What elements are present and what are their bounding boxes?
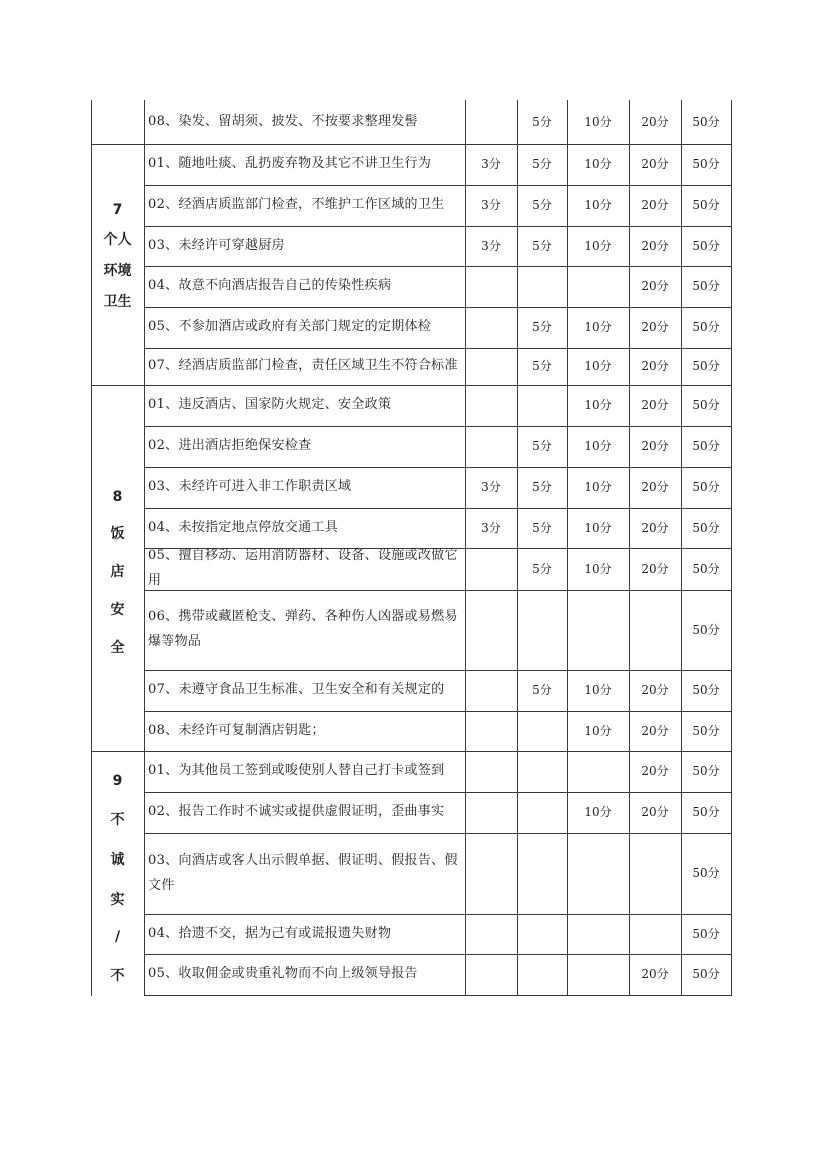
points-cell: 20分 xyxy=(641,561,669,576)
points-cell xyxy=(465,348,517,385)
points-cell: 10分 xyxy=(584,198,612,213)
points-cell: 50分 xyxy=(692,238,720,253)
rule-text: 04、故意不向酒店报告自己的传染性疾病 xyxy=(148,278,392,294)
points-cell: 5分 xyxy=(532,157,552,172)
points-cell xyxy=(465,266,517,307)
points-cell: 5分 xyxy=(532,439,552,454)
rule-text: 01、为其他员工签到或唆使别人替自己打卡或签到 xyxy=(148,763,445,779)
rule-text: 05、收取佣金或贵重礼物而不向上级领导报告 xyxy=(148,966,418,982)
points-cell: 5分 xyxy=(532,198,552,213)
points-cell: 50分 xyxy=(692,198,720,213)
category-char: 不 xyxy=(110,812,125,828)
points-cell: 20分 xyxy=(641,520,669,535)
category-char: 诚 xyxy=(110,852,125,868)
points-cell: 20分 xyxy=(641,764,669,779)
penalty-table xyxy=(91,100,731,995)
points-cell: 5分 xyxy=(532,561,552,576)
category-char: 店 xyxy=(110,564,125,580)
category-char: / xyxy=(114,929,121,945)
rule-text: 03、未经许可穿越厨房 xyxy=(148,237,285,253)
points-cell xyxy=(465,426,517,467)
points-cell xyxy=(629,914,681,954)
points-cell: 50分 xyxy=(692,398,720,413)
points-cell: 50分 xyxy=(692,114,720,129)
points-cell: 3分 xyxy=(481,238,501,253)
points-cell xyxy=(567,954,629,995)
points-cell xyxy=(567,590,629,670)
points-cell: 50分 xyxy=(692,520,720,535)
points-cell xyxy=(465,914,517,954)
category-char: 个人 xyxy=(103,232,132,248)
points-cell: 3分 xyxy=(481,157,501,172)
points-cell xyxy=(567,266,629,307)
points-cell: 5分 xyxy=(532,480,552,495)
category-char: 卫生 xyxy=(103,294,132,310)
points-cell: 20分 xyxy=(641,683,669,698)
category-label xyxy=(91,489,144,657)
rule-text: 01、违反酒店、国家防火规定、安全政策 xyxy=(148,397,392,413)
points-cell: 10分 xyxy=(584,238,612,253)
points-cell: 10分 xyxy=(584,359,612,374)
points-cell: 10分 xyxy=(584,320,612,335)
points-cell: 50分 xyxy=(692,439,720,454)
rule-text: 04、未按指定地点停放交通工具 xyxy=(148,519,339,535)
points-cell: 20分 xyxy=(641,238,669,253)
points-cell xyxy=(465,792,517,833)
category-label xyxy=(91,773,144,985)
points-cell: 50分 xyxy=(692,622,720,637)
points-cell: 50分 xyxy=(692,764,720,779)
category-char: 实 xyxy=(110,892,125,908)
points-cell: 50分 xyxy=(692,805,720,820)
points-cell: 20分 xyxy=(641,398,669,413)
points-cell: 50分 xyxy=(692,157,720,172)
points-cell: 10分 xyxy=(584,480,612,495)
points-cell xyxy=(517,914,567,954)
rule-text: 03、向酒店或客人出示假单据、假证明、假报告、假文件 xyxy=(148,852,458,893)
points-cell: 20分 xyxy=(641,480,669,495)
points-cell xyxy=(517,385,567,426)
category-char: 8 xyxy=(112,489,123,505)
points-cell xyxy=(465,751,517,792)
points-cell xyxy=(629,590,681,670)
points-cell xyxy=(517,833,567,914)
points-cell xyxy=(465,100,517,144)
points-cell xyxy=(465,711,517,751)
points-cell xyxy=(465,307,517,348)
points-cell: 50分 xyxy=(692,480,720,495)
points-cell xyxy=(465,670,517,711)
rule-text: 01、随地吐痰、乱扔废弃物及其它不讲卫生行为 xyxy=(148,156,432,172)
points-cell: 10分 xyxy=(584,561,612,576)
category-char: 环境 xyxy=(103,263,132,279)
points-cell: 50分 xyxy=(692,359,720,374)
points-cell: 3分 xyxy=(481,520,501,535)
points-cell xyxy=(567,751,629,792)
rule-text: 07、经酒店质监部门检查，责任区域卫生不符合标准 xyxy=(148,358,458,374)
points-cell: 20分 xyxy=(641,279,669,294)
rule-text: 08、未经许可复制酒店钥匙； xyxy=(148,722,325,738)
category-char: 7 xyxy=(112,202,123,218)
points-cell: 10分 xyxy=(584,683,612,698)
points-cell: 50分 xyxy=(692,723,720,738)
category-char: 9 xyxy=(112,773,123,789)
rule-text: 08、染发、留胡须、披发、不按要求整理发髻 xyxy=(148,113,418,129)
rule-text: 02、进出酒店拒绝保安检查 xyxy=(148,438,312,454)
points-cell xyxy=(567,833,629,914)
rule-text: 02、报告工作时不诚实或提供虚假证明，歪曲事实 xyxy=(148,804,445,820)
rule-text: 07、未遵守食品卫生标准、卫生安全和有关规定的 xyxy=(148,682,445,698)
table-bottom-line xyxy=(144,995,732,996)
points-cell: 5分 xyxy=(532,359,552,374)
rule-text: 05、不参加酒店或政府有关部门规定的定期体检 xyxy=(148,319,432,335)
points-cell: 3分 xyxy=(481,480,501,495)
category-char: 不 xyxy=(110,968,125,984)
points-cell: 20分 xyxy=(641,114,669,129)
points-cell: 10分 xyxy=(584,805,612,820)
points-cell: 20分 xyxy=(641,967,669,982)
category-char: 饭 xyxy=(110,526,125,542)
category-char: 安 xyxy=(110,602,125,618)
points-cell xyxy=(465,954,517,995)
points-cell xyxy=(465,590,517,670)
points-cell xyxy=(465,548,517,590)
rule-text: 05、擅自移动、运用消防器材、设备、设施或改做它用 xyxy=(148,548,458,588)
points-cell xyxy=(517,751,567,792)
points-cell: 5分 xyxy=(532,683,552,698)
points-cell: 20分 xyxy=(641,198,669,213)
category-label xyxy=(91,202,144,311)
rule-text: 04、拾遗不交，据为己有或谎报遗失财物 xyxy=(148,925,392,941)
points-cell: 20分 xyxy=(641,320,669,335)
points-cell: 50分 xyxy=(692,926,720,941)
points-cell: 50分 xyxy=(692,967,720,982)
points-cell: 10分 xyxy=(584,439,612,454)
points-cell: 50分 xyxy=(692,683,720,698)
points-cell: 50分 xyxy=(692,561,720,576)
points-cell: 5分 xyxy=(532,520,552,535)
points-cell xyxy=(517,954,567,995)
points-cell: 10分 xyxy=(584,398,612,413)
points-cell xyxy=(517,711,567,751)
points-cell: 5分 xyxy=(532,320,552,335)
points-cell xyxy=(629,833,681,914)
points-cell xyxy=(517,792,567,833)
rule-text: 03、未经许可进入非工作职责区域 xyxy=(148,479,352,495)
points-cell: 20分 xyxy=(641,723,669,738)
rule-text: 02、经酒店质监部门检查，不维护工作区域的卫生 xyxy=(148,197,445,213)
points-cell xyxy=(567,914,629,954)
points-cell: 50分 xyxy=(692,320,720,335)
points-cell xyxy=(517,266,567,307)
points-cell: 5分 xyxy=(532,238,552,253)
points-cell: 10分 xyxy=(584,114,612,129)
points-cell: 3分 xyxy=(481,198,501,213)
points-cell: 20分 xyxy=(641,157,669,172)
points-cell: 10分 xyxy=(584,157,612,172)
points-cell: 50分 xyxy=(692,279,720,294)
points-cell xyxy=(465,833,517,914)
points-cell: 50分 xyxy=(692,866,720,881)
points-cell xyxy=(517,590,567,670)
category-char: 全 xyxy=(110,640,125,656)
points-cell: 10分 xyxy=(584,520,612,535)
points-cell: 20分 xyxy=(641,359,669,374)
points-cell: 20分 xyxy=(641,805,669,820)
rule-text: 06、携带或藏匿枪支、弹药、各种伤人凶器或易燃易爆等物品 xyxy=(148,609,458,649)
points-cell: 10分 xyxy=(584,723,612,738)
points-cell: 5分 xyxy=(532,114,552,129)
points-cell: 20分 xyxy=(641,439,669,454)
points-cell xyxy=(465,385,517,426)
